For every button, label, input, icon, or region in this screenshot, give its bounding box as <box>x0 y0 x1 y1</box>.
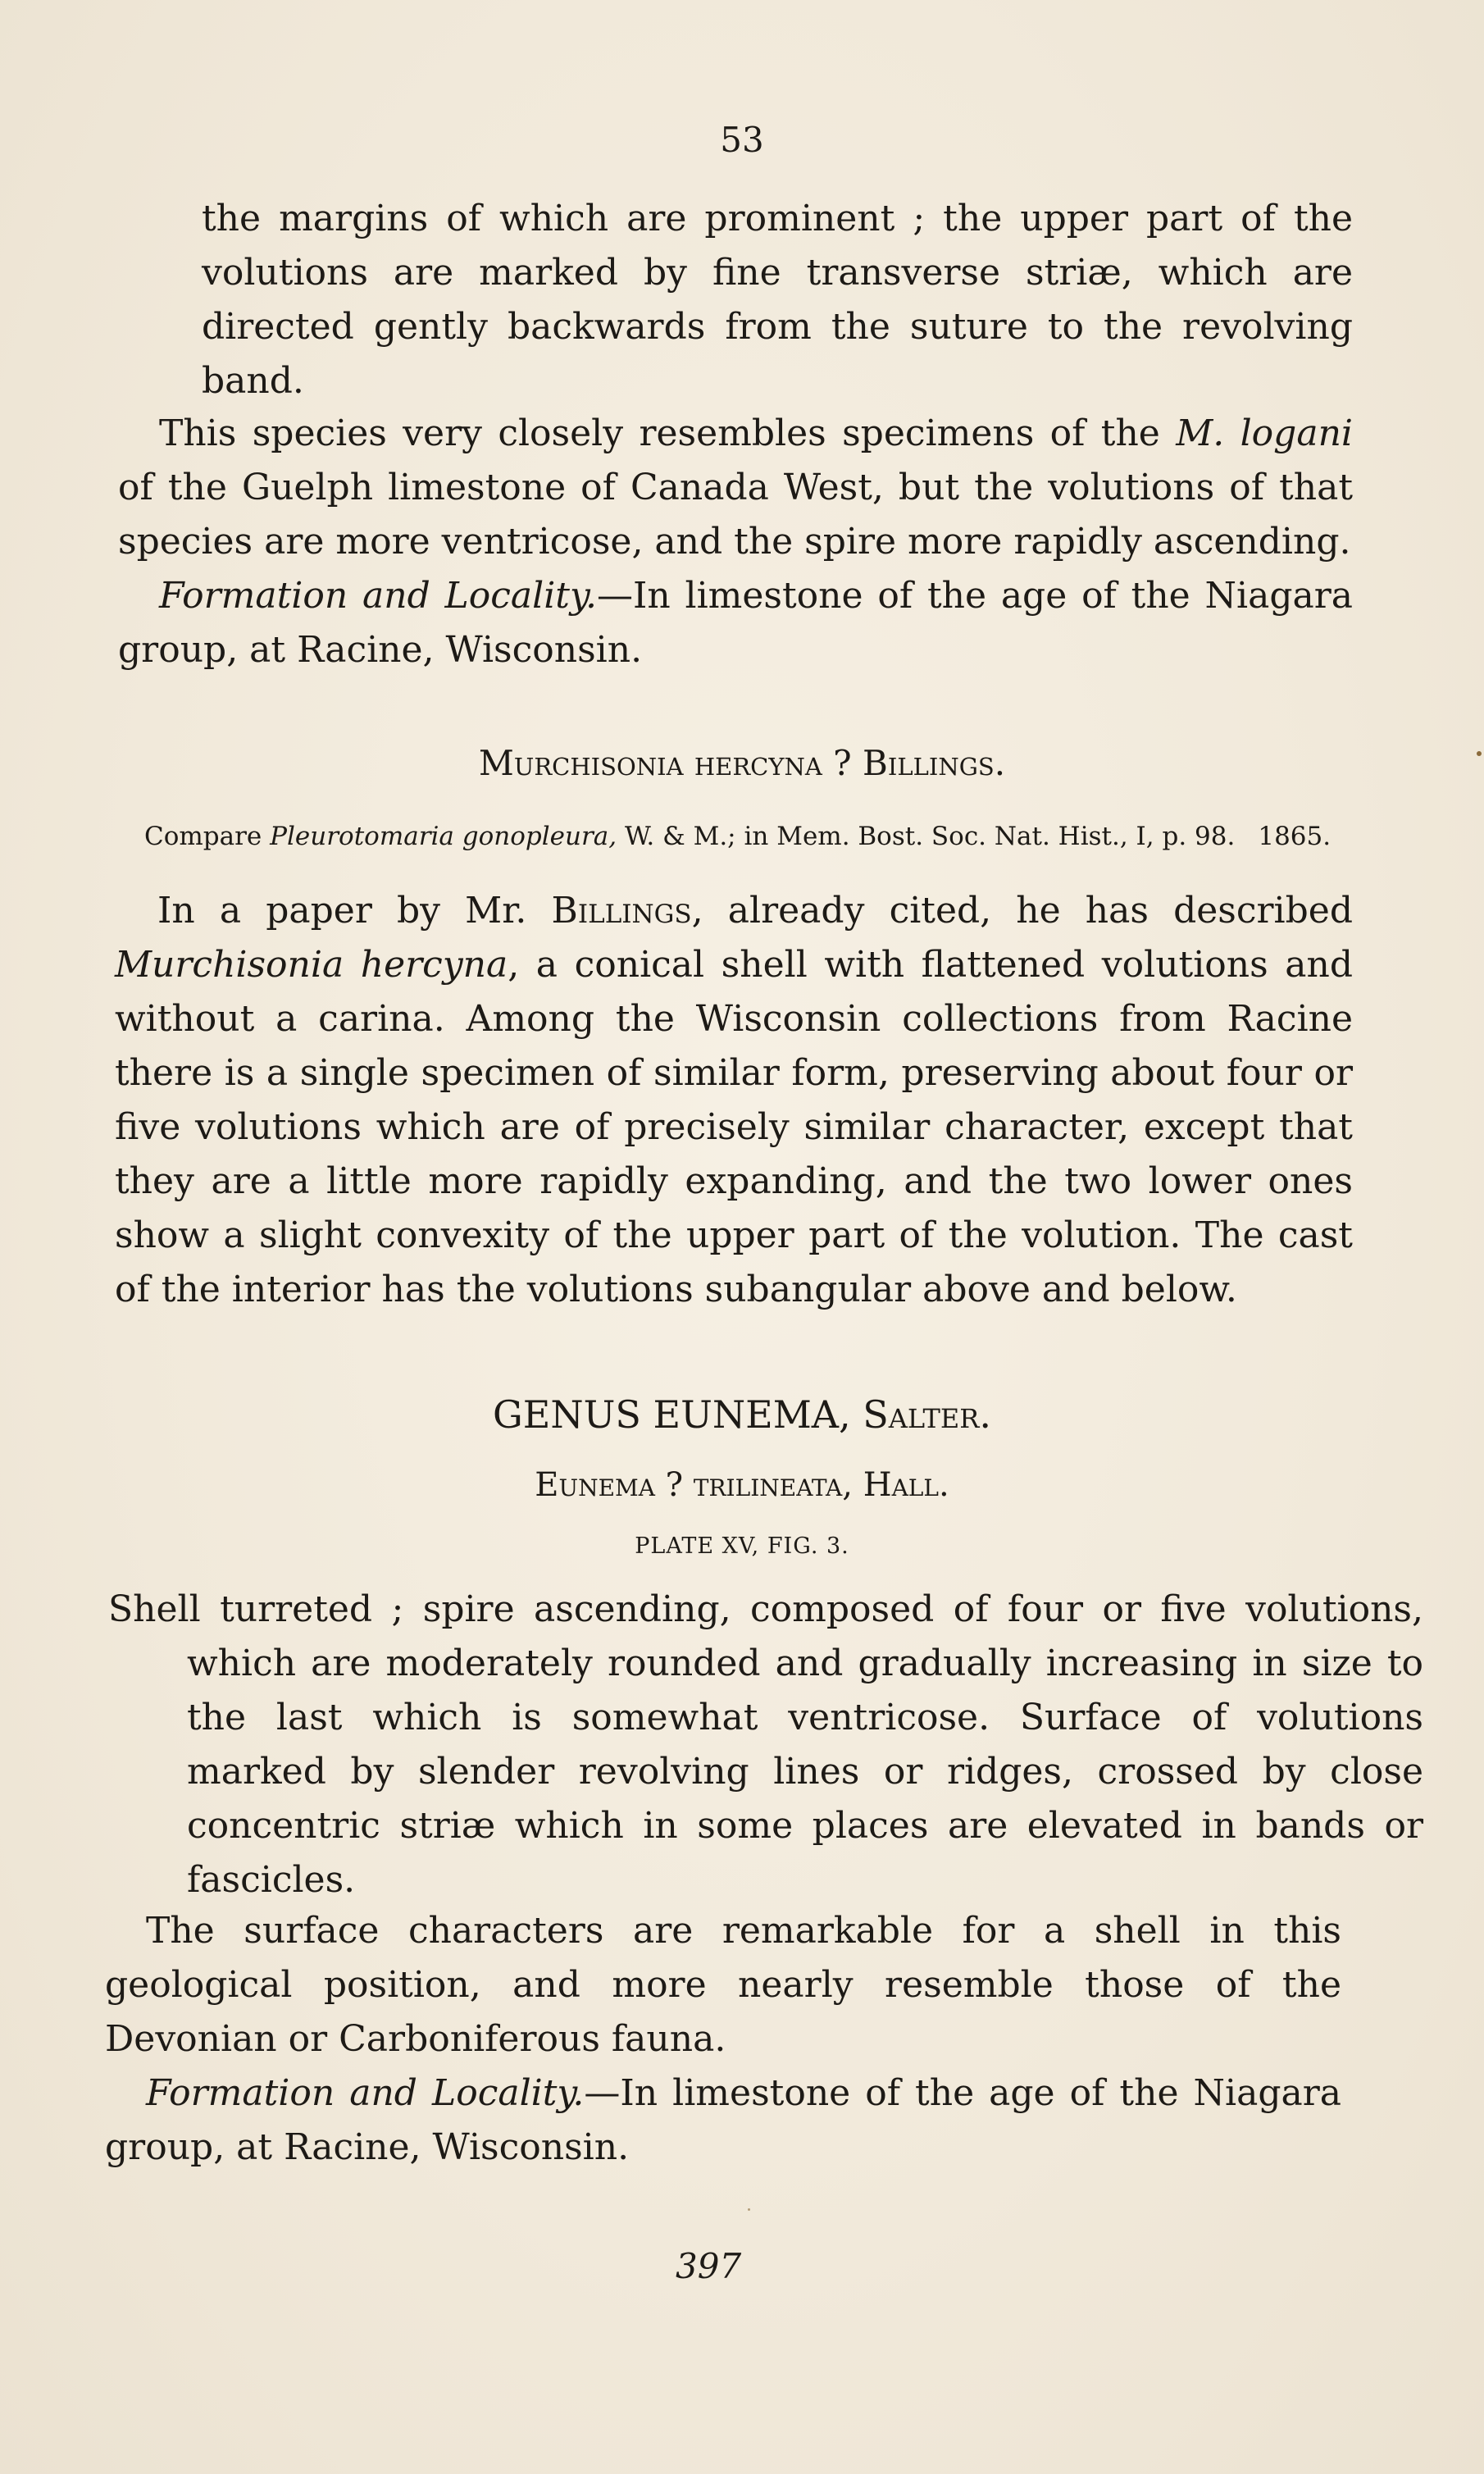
species-description: Shell turreted ; spire ascending, composed of four or five volutions, which are moderately rounded and gradually increasing in size to the last which is somewhat ventricose. Surface of volutions marked by slender revolving lines or ridges, crossed by close concentric striæ which in some places are elevated in bands or fascicles. <box>108 1588 1423 1901</box>
paragraph-text: the margins of which are prominent ; the upper part of the volutions are marked by fine transverse striæ, which are directed gently backwards from the suture to the revolving band. <box>202 198 1353 402</box>
locality-label: Formation and Locality. <box>159 575 597 617</box>
paragraph-remark <box>105 1904 1341 2066</box>
compare-species: Pleurotomaria gonopleura, <box>270 822 617 851</box>
genus-name: GENUS EUNEMA, <box>493 1392 863 1437</box>
compare-citation: W. & M.; in Mem. Bost. Soc. Nat. Hist., I, p. 98. <box>617 822 1236 851</box>
locality-label: Formation and Locality. <box>146 2072 585 2114</box>
genus-heading <box>0 1392 1484 1437</box>
species-author: Hall. <box>863 1466 949 1504</box>
species-heading: Murchisonia hercyna ? <box>478 743 863 783</box>
body-rest: , a conical shell with flattened volutions and without a carina. Among the Wisconsin collections from Racine there is a single specimen of similar form, preserving about four or five volutions which are of precisely similar character, except that they are a little more rapidly expanding, and the two lower ones show a slight convexity of the upper part of the volution. The cast of the interior has the volutions subangular above and below. <box>115 944 1354 1310</box>
species-name: Murchisonia hercyna <box>115 944 508 986</box>
plate-reference: PLATE XV, FIG. 3. <box>635 1533 849 1559</box>
murchisonia-heading <box>0 743 1484 783</box>
paragraph-eunema-locality <box>105 2066 1341 2175</box>
compare-year: 1865. <box>1258 822 1332 851</box>
paragraph-rest: of the Guelph limestone of Canada West, but the volutions of that species are more ventricose, and the spire more rapidly ascending. <box>118 467 1353 563</box>
body-mid: , already cited, he has described <box>691 890 1354 932</box>
species-name: M. logani <box>1176 412 1353 454</box>
compare-lead: Compare <box>144 822 271 851</box>
locality-text: —In limestone of the age of the Niagara group, at Racine, Wisconsin. <box>105 2072 1341 2168</box>
paragraph-comparison <box>118 407 1353 569</box>
locality-text: —In limestone of the age of the Niagara group, at Racine, Wisconsin. <box>118 575 1353 671</box>
body-lead: In a paper by Mr. <box>157 890 552 932</box>
eunema-species-heading <box>0 1466 1484 1504</box>
compare-reference <box>144 822 1351 851</box>
handwritten-page-note <box>672 2242 771 2291</box>
author-name: Billings <box>551 890 692 932</box>
paragraph-murchisonia <box>115 884 1353 1317</box>
species-heading: Eunema ? trilineata, <box>535 1466 863 1504</box>
paper-speck <box>748 2208 750 2211</box>
genus-author: Salter. <box>863 1392 991 1437</box>
paragraph-locality <box>118 569 1353 677</box>
paper-speck <box>1477 751 1482 756</box>
remark-text: The surface characters are remarkable for a shell in this geological position, and more nearly resemble those of the Devonian or Carboniferous fauna. <box>105 1910 1341 2060</box>
handwritten-note-text: 397 <box>676 2246 742 2286</box>
paragraph-continuation <box>202 192 1353 408</box>
paragraph-lead: This species very closely resembles specimens of the <box>159 412 1177 454</box>
species-author: Billings. <box>863 743 1006 783</box>
page-number: 53 <box>720 120 764 160</box>
